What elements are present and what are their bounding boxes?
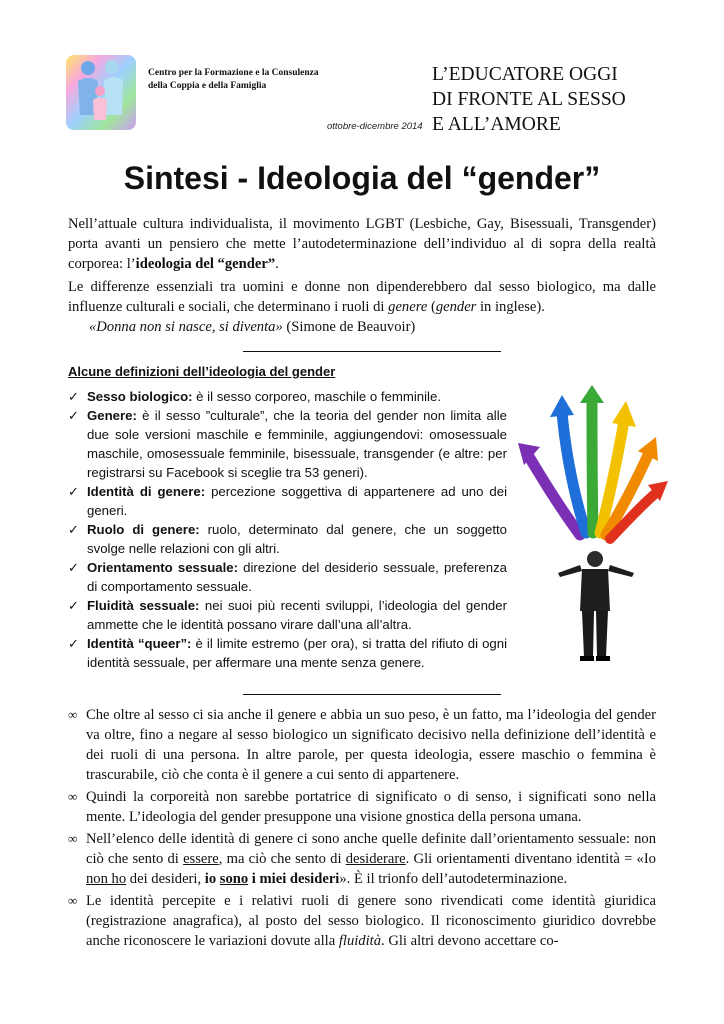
intro-p1-bold: ideologia del “gender”: [135, 256, 276, 272]
definition-item: [68, 406, 507, 482]
beauvoir-quote: [89, 319, 415, 336]
green-arrowhead: [580, 385, 604, 403]
checkmark-icon: ✓: [68, 522, 79, 537]
note-underline: non ho: [86, 871, 127, 887]
note-text: Che oltre al sesso ci sia anche il genere e abbia un suo peso, è un fatto, ma l’ideologia del gender va oltre, fino a negare al sesso biologico un significato decisivo nella definizione dell’identità e dei ruoli di una persona. In altre parole, per questa ideologia, essere maschio o femmina è trascurabile, ciò che conta è il genere a cui sento di appartenere.: [86, 707, 656, 783]
infinity-bullet-icon: ∞: [68, 831, 78, 846]
intro-p2-gender: gender: [435, 299, 477, 315]
definition-item: [68, 387, 507, 406]
definitions-list: [68, 387, 507, 672]
man-with-colored-arrows-illustration: [518, 385, 668, 665]
intro-p1-end: .: [275, 256, 279, 272]
definition-item: [68, 596, 507, 634]
page-title: Sintesi - Ideologia del “gender”: [123, 160, 601, 196]
infinity-bullet-icon: ∞: [68, 893, 78, 908]
man-torso: [580, 569, 610, 611]
divider-1: [243, 351, 501, 352]
intro-p2-b: (: [427, 299, 436, 315]
note-bold: [205, 871, 340, 887]
note-item: [68, 891, 656, 951]
intro-paragraph-2: [68, 277, 656, 317]
series-line-1: L’EDUCATORE OGGI: [432, 64, 618, 85]
note-italic: fluidità: [338, 933, 382, 949]
infinity-bullet-icon: ∞: [68, 707, 78, 722]
intro-p2-a: Le differenze essenziali tra uomini e donne non dipenderebbero dal sesso biologico, ma dalle influenze culturali e sociali, che determinano i ruoli di: [68, 279, 656, 315]
intro-p2-genere: genere: [388, 299, 428, 315]
definition-term: Genere:: [87, 408, 137, 423]
definition-text: è il sesso ”culturale”, che la teoria del gender non limita alle due sole versioni maschile e femminile, aggiungendovi: omosessuale maschile, omosessuale femminile, bisessuale, transgender (e altre: per registrarsi su Facebook si sceglie tra 53 generi).: [87, 408, 507, 480]
note-underline: essere: [183, 851, 219, 867]
series-line-2: DI FRONTE AL SESSO: [432, 89, 626, 110]
definition-term: Sesso biologico:: [87, 389, 193, 404]
family-rainbow-logo: [66, 55, 136, 130]
quote-text: «Donna non si nasce, si diventa»: [89, 319, 283, 335]
definition-text: nei suoi più recenti sviluppi, l’ideologia del gender ammette che le identità possano virare dall’una all’altra.: [87, 598, 507, 632]
org-line-2: della Coppia e della Famiglia: [148, 81, 267, 91]
intro-p1-text: Nell’attuale cultura individualista, il movimento LGBT (Lesbiche, Gay, Bisessuali, Transgender) porta avanti un pensiero che mette l’autodeterminazione dell’individuo al di sopra della realtà corporea: l’: [68, 216, 656, 272]
notes-list: [68, 705, 656, 953]
note-text: Le identità percepite e i relativi ruoli di genere sono rivendicati come identità giuridica (registrazione anagrafica), al posto del sesso biologico. Il riconoscimento giuridico dovrebbe anche riconoscere le variazioni dovute alla: [86, 893, 656, 949]
note-underline: desiderare: [345, 851, 406, 867]
man-right-leg: [596, 611, 608, 657]
definition-text: è il sesso corporeo, maschile o femminile.: [192, 389, 441, 404]
definition-term: Identità “queer”:: [87, 636, 192, 651]
series-title: [432, 62, 626, 137]
definition-item: [68, 520, 507, 558]
man-left-shoe: [580, 656, 594, 661]
note-text: Quindi la corporeità non sarebbe portatrice di significato o di senso, i significati sono nella mente. L’ideologia del gender presuppone una visione gnostica della persona umana.: [86, 789, 656, 825]
definition-text: direzione del desiderio sessuale, preferenza di comportamento sessuale.: [87, 560, 507, 594]
man-head: [587, 551, 603, 567]
note-text: . Gli altri devono accettare co-: [381, 933, 559, 949]
note-text: dei desideri,: [126, 871, 205, 887]
definition-item: [68, 558, 507, 596]
note-item: [68, 829, 656, 889]
note-bold-text: io: [204, 871, 220, 887]
note-text: . Gli orientamenti diventano identità = «Io: [405, 851, 656, 867]
definition-item: [68, 482, 507, 520]
definition-term: Identità di genere:: [87, 484, 206, 499]
yellow-arrowhead: [612, 401, 636, 427]
checkmark-icon: ✓: [68, 389, 79, 404]
man-right-shoe: [596, 656, 610, 661]
man-right-arm: [608, 565, 634, 577]
green-arrow: [592, 399, 593, 533]
checkmark-icon: ✓: [68, 560, 79, 575]
intro-p2-c: in inglese).: [476, 299, 545, 315]
quote-author: (Simone de Beauvoir): [282, 319, 416, 335]
definitions-heading: Alcune definizioni dell’ideologia del gender: [68, 364, 336, 379]
note-bold-underline: sono: [219, 871, 249, 887]
note-text: ». È il trionfo dell’autodeterminazione.: [339, 871, 568, 887]
infinity-bullet-icon: ∞: [68, 789, 78, 804]
note-text: Nell’elenco delle identità di genere ci sono anche quelle definite dall’orientamento sessuale: non ciò che sento di: [86, 831, 656, 867]
intro-paragraph-1: [68, 214, 656, 274]
blue-arrowhead: [550, 395, 574, 417]
checkmark-icon: ✓: [68, 636, 79, 651]
checkmark-icon: ✓: [68, 598, 79, 613]
definition-text: è il limite estremo (per ora), si tratta del rifiuto di ogni identità sessuale, per affermare una mente senza genere.: [87, 636, 507, 670]
definition-text: ruolo, determinato dal genere, che un soggetto svolge nelle relazioni con gli altri.: [87, 522, 507, 556]
definition-item: [68, 634, 507, 672]
issue-date: ottobre-dicembre 2014: [327, 121, 423, 132]
definition-text: percezione soggettiva di appartenere ad uno dei generi.: [87, 484, 508, 518]
note-bold-text: i miei desideri: [248, 871, 340, 887]
checkmark-icon: ✓: [68, 484, 79, 499]
note-text: , ma ciò che sento di: [218, 851, 346, 867]
definition-term: Fluidità sessuale:: [87, 598, 200, 613]
org-line-1: Centro per la Formazione e la Consulenza: [148, 68, 319, 78]
note-item: [68, 787, 656, 827]
note-item: [68, 705, 656, 785]
man-left-arm: [558, 565, 582, 577]
definition-term: Orientamento sessuale:: [87, 560, 238, 575]
definition-term: Ruolo di genere:: [87, 522, 200, 537]
series-line-3: E ALL’AMORE: [432, 114, 561, 135]
divider-2: [243, 694, 501, 695]
checkmark-icon: ✓: [68, 408, 79, 423]
organization-name: [148, 67, 319, 93]
man-left-leg: [582, 611, 594, 657]
